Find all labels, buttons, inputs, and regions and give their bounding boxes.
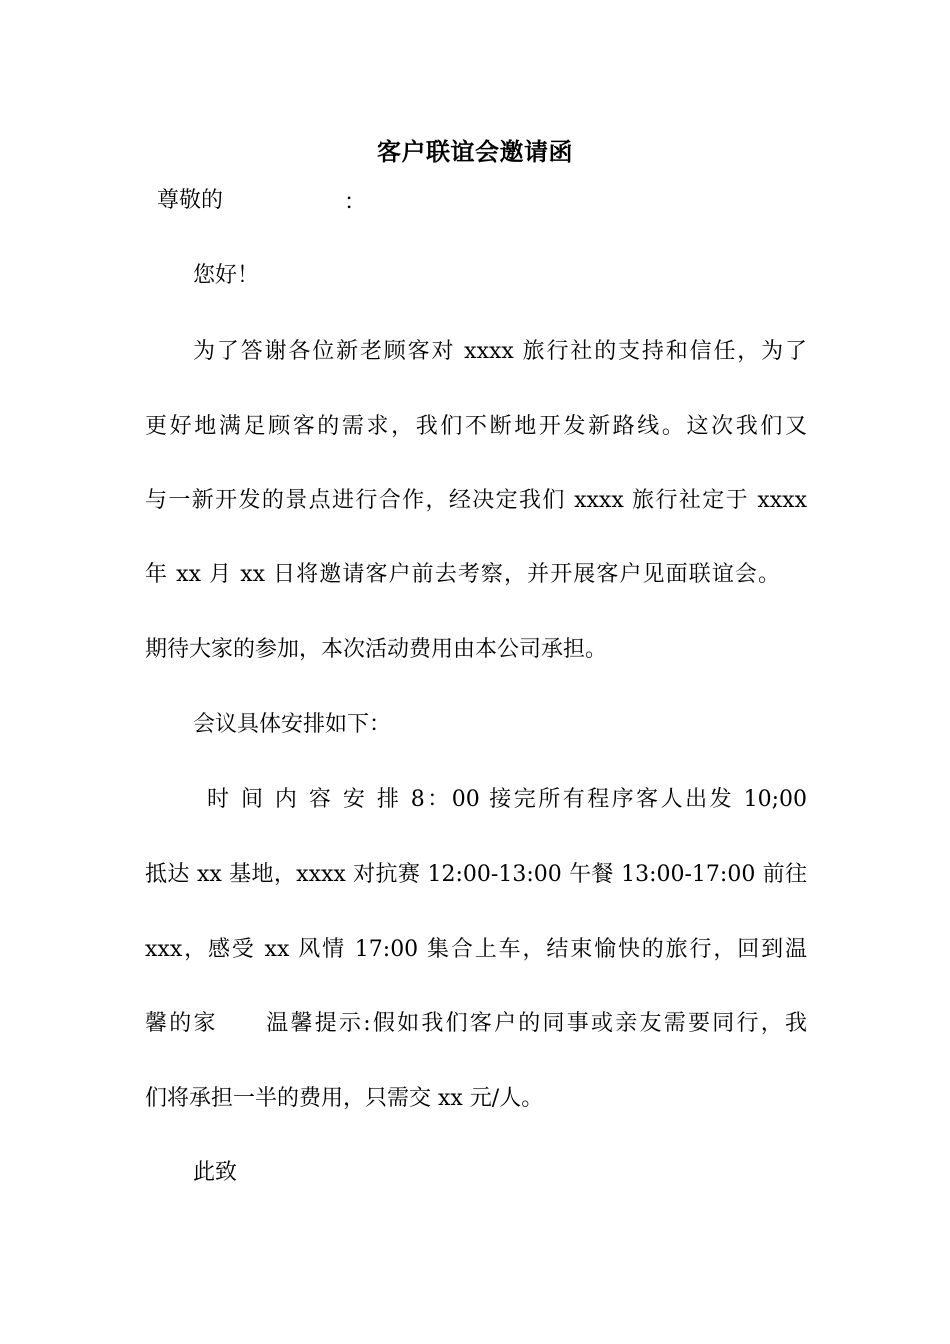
paragraph-line: 为了答谢各位新老顾客对 xxxx 旅行社的支持和信任，为了 xyxy=(193,339,807,364)
paragraph-line: 年 xx 月 xx 日将邀请客户前去考察，并开展客户见面联谊会。 xyxy=(145,562,780,587)
paragraph-line: 与一新开发的景点进行合作，经决定我们 xxxx 旅行社定于 xxxx xyxy=(145,488,807,513)
paragraph-line: 期待大家的参加，本次活动费用由本公司承担。 xyxy=(145,637,608,662)
salutation: 尊敬的 xyxy=(157,188,224,213)
salutation-colon: ： xyxy=(344,190,367,215)
greeting: 您好！ xyxy=(193,263,260,288)
closing: 此致 xyxy=(193,1160,238,1185)
schedule-line: 时 间 内 容 安 排 8：00 接完所有程序客人出发 10;00 xyxy=(207,787,807,812)
schedule-line: 馨的家 温馨提示:假如我们客户的同事或亲友需要同行，我 xyxy=(145,1011,807,1036)
schedule-heading: 会议具体安排如下： xyxy=(193,712,392,737)
schedule-line: 们将承担一半的费用，只需交 xx 元/人。 xyxy=(145,1086,544,1111)
schedule-line: xxx，感受 xx 风情 17:00 集合上车，结束愉快的旅行，回到温 xyxy=(145,937,807,962)
paragraph-line: 更好地满足顾客的需求，我们不断地开发新路线。这次我们又 xyxy=(145,414,807,439)
document-title: 客户联谊会邀请函 xyxy=(377,137,573,166)
schedule-line: 抵达 xx 基地，xxxx 对抗赛 12:00-13:00 午餐 13:00-17:00 前往 xyxy=(145,862,807,887)
